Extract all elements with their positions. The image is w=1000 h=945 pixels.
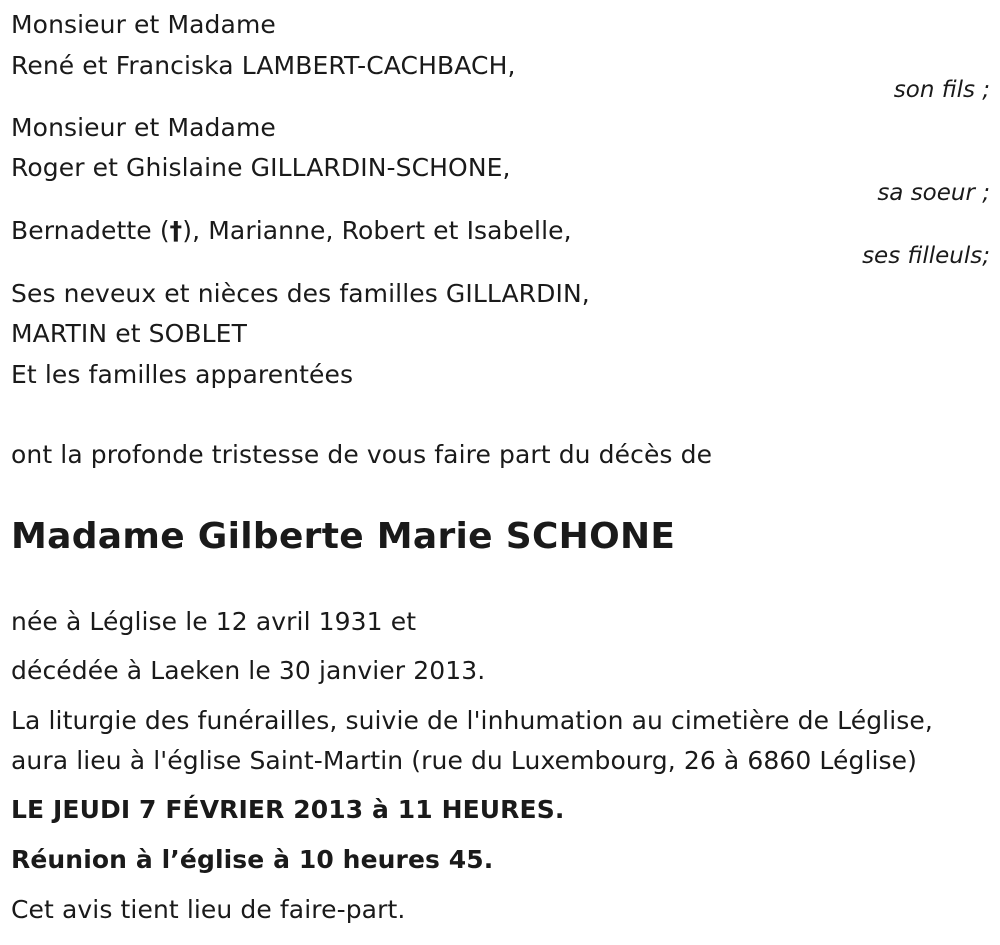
ceremony-line-2: aura lieu à l'église Saint-Martin (rue du Luxembourg, 26 à 6860 Léglise) [11,746,918,775]
family-group-2-line-2: Roger et Ghislaine GILLARDIN-SCHONE, [11,153,511,182]
announcement-text: ont la profonde tristesse de vous faire part du décès de [11,440,713,469]
family-group-1-line-2: René et Franciska LAMBERT-CACHBACH, [11,51,516,80]
birth-text: née à Léglise le 12 avril 1931 et [11,607,417,636]
family-group-4-line-3: Et les familles apparentées [11,360,354,389]
deceased-name: Madame Gilberte Marie SCHONE [11,516,676,557]
ceremony-date: LE JEUDI 7 FÉVRIER 2013 à 11 HEURES. [11,795,565,824]
family-group-1-line-1: Monsieur et Madame [11,10,276,39]
family-group-2-line-1: Monsieur et Madame [11,113,276,142]
meeting-time: Réunion à l’église à 10 heures 45. [11,845,494,874]
godchildren-text-start: Bernadette ( [11,216,170,245]
relation-godchildren: ses filleuls; [862,243,990,269]
relation-sister: sa soeur ; [877,180,990,206]
relation-son: son fils ; [893,77,990,103]
family-group-4-line-2: MARTIN et SOBLET [11,319,247,348]
ceremony-line-1: La liturgie des funérailles, suivie de l'inhumation au cimetière de Léglise, [11,706,933,735]
family-group-3-line [11,216,572,246]
family-group-4-line-1: Ses neveux et nièces des familles GILLARDIN, [11,279,590,308]
closing-text: Cet avis tient lieu de faire-part. [11,895,406,924]
deceased-cross-icon: † [169,216,183,245]
godchildren-text-end: ), Marianne, Robert et Isabelle, [182,216,572,245]
death-text: décédée à Laeken le 30 janvier 2013. [11,656,486,685]
